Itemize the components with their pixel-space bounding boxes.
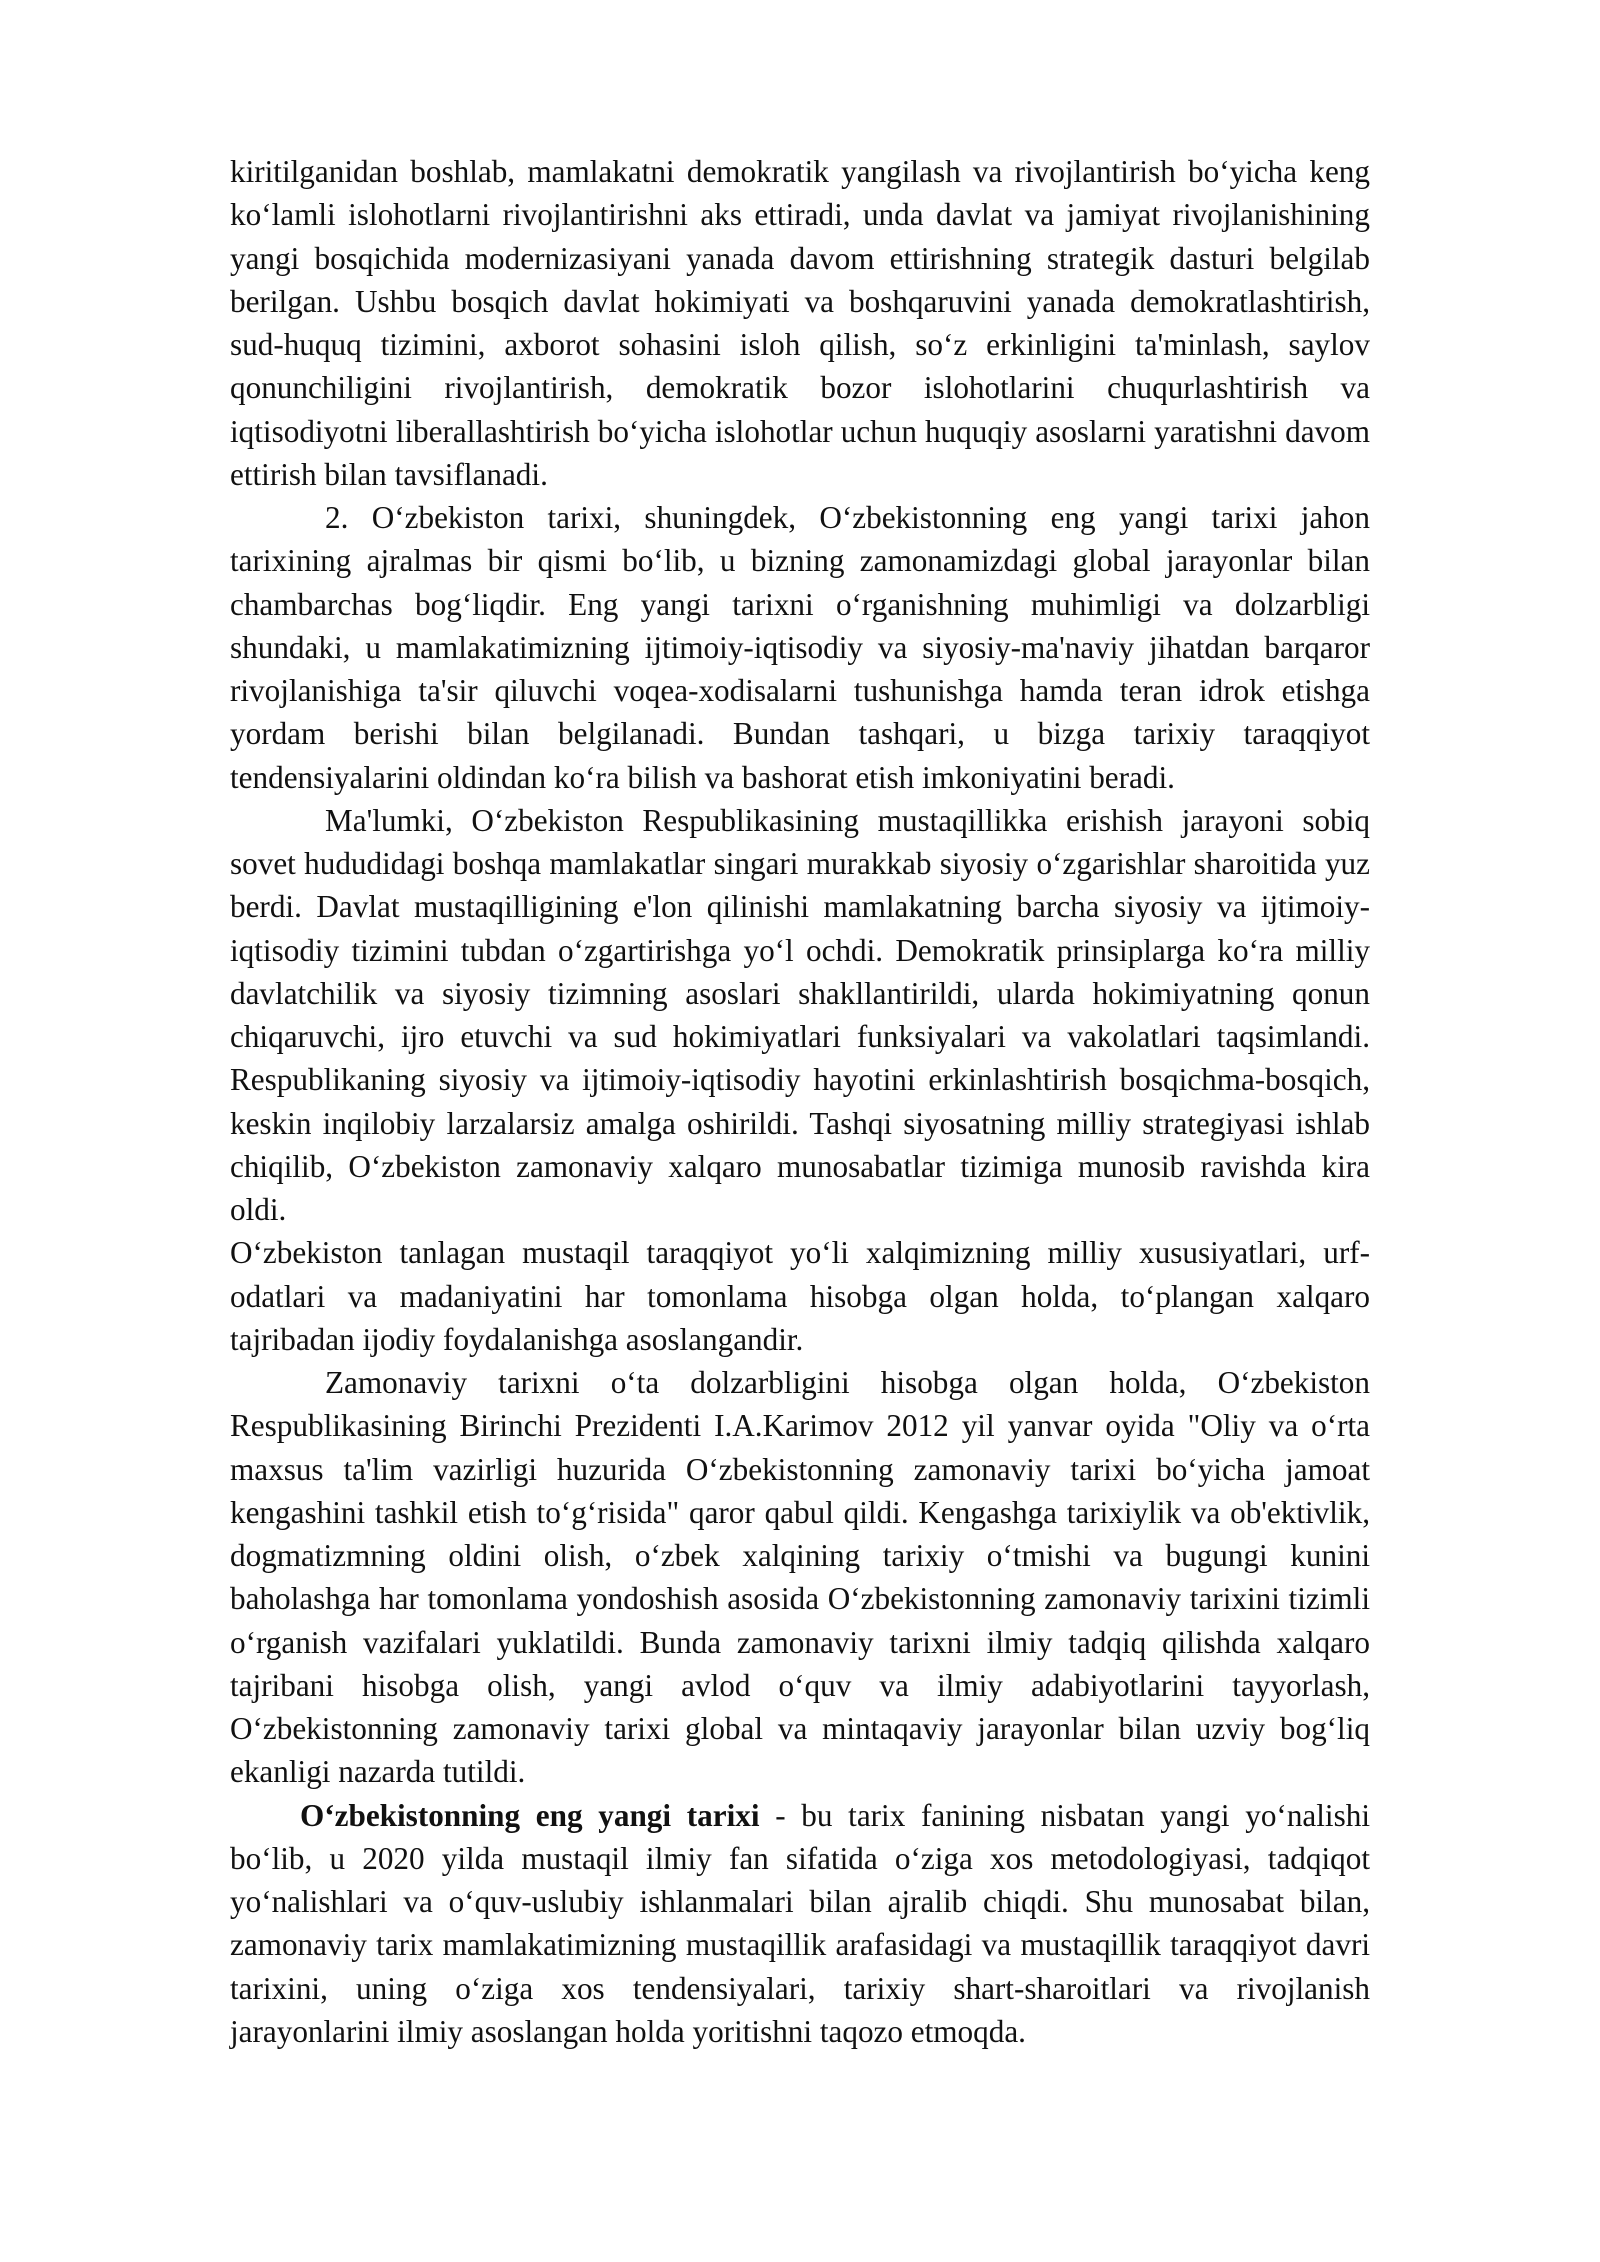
paragraph-development-path: O‘zbekiston tanlagan mustaqil taraqqiyot yo‘li xalqimizning milliy xususiyatlari, urf-odatlari va madaniyatini har tomonlama hisobga olgan holda, to‘plangan xalqaro tajribadan ijodiy foydalanishga asoslangandir.	[230, 1235, 1370, 1357]
paragraph-point-2: 2. O‘zbekiston tarixi, shuningdek, O‘zbekistonning eng yangi tarixi jahon tarixining ajralmas bir qismi bo‘lib, u bizning zamonamizdagi global jarayonlar bilan chambarchas bog‘liqdir. Eng yangi tarixni o‘rganishning muhimligi va dolzarbligi shundaki, u mamlakatimizning ijtimoiy-iqtisodiy va siyosiy-ma'naviy jihatdan barqaror rivojlanishiga ta'sir qiluvchi voqea-xodisalarni tushunishga hamda teran idrok etishga yordam berishi bilan belgilanadi. Bundan tashqari, u bizga tarixiy taraqqiyot tendensiyalarini oldindan ko‘ra bilish va bashorat etish imkoniyatini beradi.	[230, 500, 1370, 795]
definition-text: - bu tarix fanining nisbatan yangi yo‘nalishi bo‘lib, u 2020 yilda mustaqil ilmiy fan sifatida o‘ziga xos metodologiyasi, tadqiqot yo‘nalishlari va o‘quv-uslubiy ishlanmalari bilan ajralib chiqdi. Shu munosabat bilan, zamonaviy tarix mamlakatimizning mustaqillik arafasidagi va mustaqillik taraqqiyot davri tarixini, uning o‘ziga xos tendensiyalari, tarixiy shart-sharoitlari va rivojlanish jarayonlarini ilmiy asoslangan holda yoritishni taqozo etmoqda.	[230, 1797, 1370, 2049]
paragraph-continuation: kiritilganidan boshlab, mamlakatni demokratik yangilash va rivojlantirish bo‘yicha keng ko‘lamli islohotlarni rivojlantirishni aks ettiradi, unda davlat va jamiyat rivojlanishining yangi bosqichida modernizasiyani yanada davom ettirishning strategik dasturi belgilab berilgan. Ushbu bosqich davlat hokimiyati va boshqaruvini yanada demokratlashtirish, sud-huquq tizimini, axborot sohasini isloh qilish, so‘z erkinligini ta'minlash, saylov qonunchiligini rivojlantirish, demokratik bozor islohotlarini chuqurlashtirish va iqtisodiyotni liberallashtirish bo‘yicha islohotlar uchun huquqiy asoslarni yaratishni davom ettirish bilan tavsiflanadi.	[230, 154, 1370, 492]
paragraph-definition	[230, 1794, 1370, 2054]
document-page	[230, 150, 1370, 2053]
bold-term: O‘zbekistonning eng yangi tarixi	[300, 1797, 760, 1833]
paragraph-independence: Ma'lumki, O‘zbekiston Respublikasining mustaqillikka erishish jarayoni sobiq sovet hududidagi boshqa mamlakatlar singari murakkab siyosiy o‘zgarishlar sharoitida yuz berdi. Davlat mustaqilligining e'lon qilinishi mamlakatning barcha siyosiy va ijtimoiy-iqtisodiy tizimini tubdan o‘zgartirishga yo‘l ochdi. Demokratik prinsiplarga ko‘ra milliy davlatchilik va siyosiy tizimning asoslari shakllantirildi, ularda hokimiyatning qonun chiqaruvchi, ijro etuvchi va sud hokimiyatlari funksiyalari va vakolatlari taqsimlandi. Respublikaning siyosiy va ijtimoiy-iqtisodiy hayotini erkinlashtirish bosqichma-bosqich, keskin inqilobiy larzalarsiz amalga oshirildi. Tashqi siyosatning milliy strategiyasi ishlab chiqilib, O‘zbekiston zamonaviy xalqaro munosabatlar tizimiga munosib ravishda kira oldi.	[230, 802, 1370, 1227]
paragraph-karimov-decree: Zamonaviy tarixni o‘ta dolzarbligini hisobga olgan holda, O‘zbekiston Respublikasining Birinchi Prezidenti I.A.Karimov 2012 yil yanvar oyida "Oliy va o‘rta maxsus ta'lim vazirligi huzurida O‘zbekistonning zamonaviy tarixi bo‘yicha jamoat kengashini tashkil etish to‘g‘risida" qaror qabul qildi. Kengashga tarixiylik va ob'ektivlik, dogmatizmning oldini olish, o‘zbek xalqining tarixiy o‘tmishi va bugungi kunini baholashga har tomonlama yondoshish asosida O‘zbekistonning zamonaviy tarixini tizimli o‘rganish vazifalari yuklatildi. Bunda zamonaviy tarixni ilmiy tadqiq qilishda xalqaro tajribani hisobga olish, yangi avlod o‘quv va ilmiy adabiyotlarini tayyorlash, O‘zbekistonning zamonaviy tarixi global va mintaqaviy jarayonlar bilan uzviy bog‘liq ekanligi nazarda tutildi.	[230, 1365, 1370, 1790]
